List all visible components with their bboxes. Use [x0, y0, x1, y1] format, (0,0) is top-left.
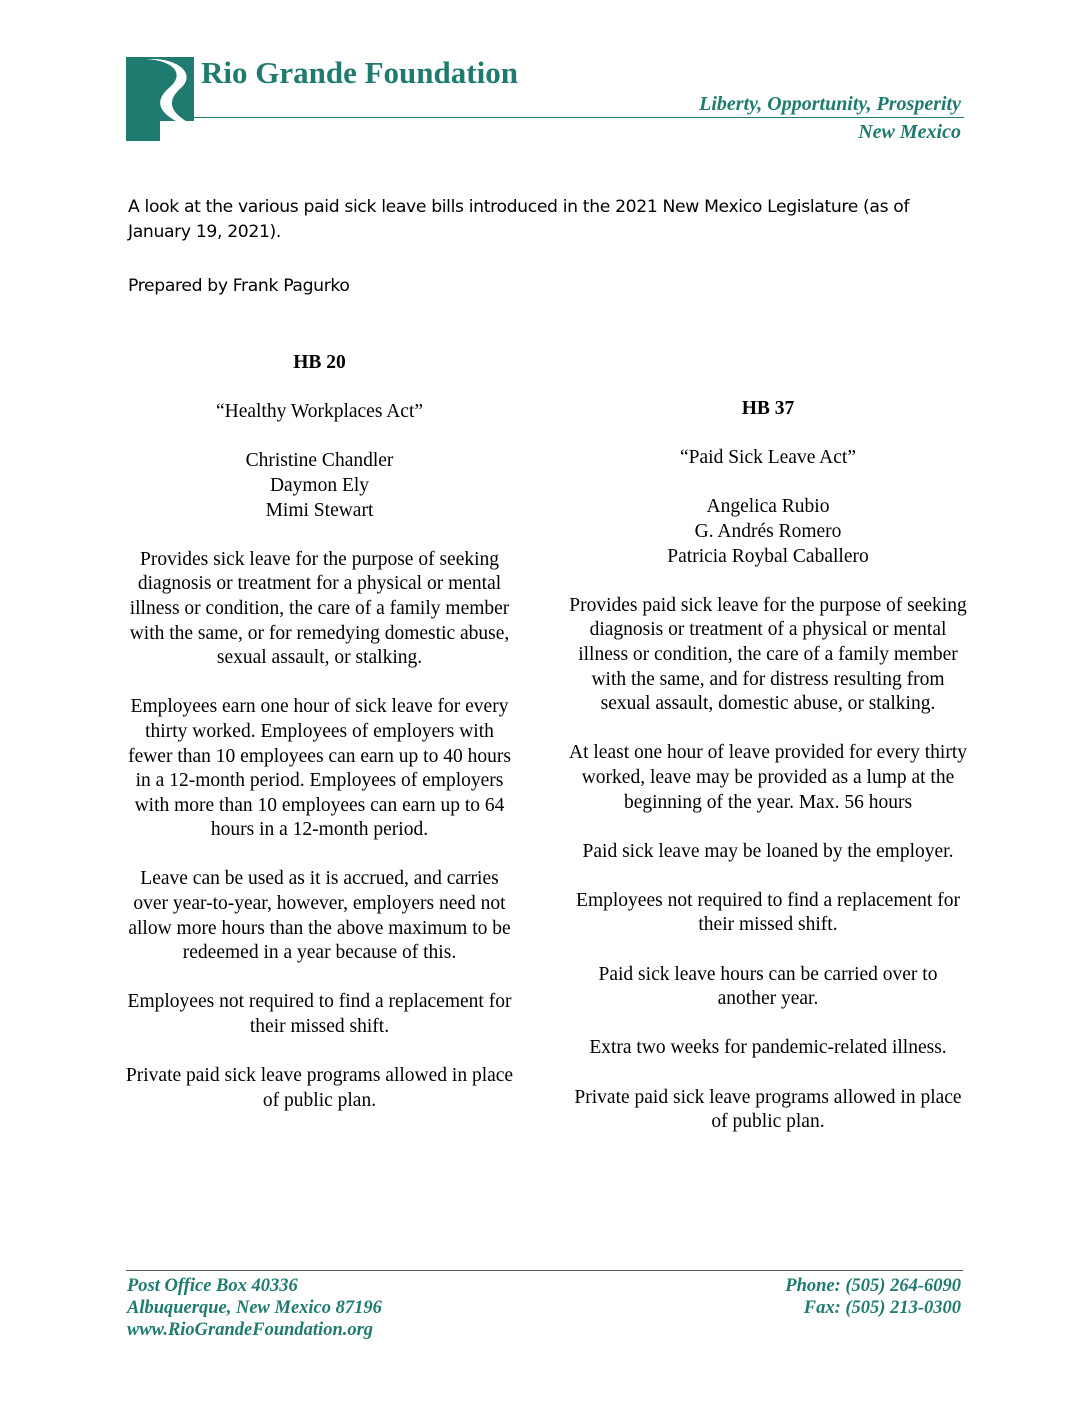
- sponsor-name: Patricia Roybal Caballero: [667, 545, 869, 567]
- bill-provision: Private paid sick leave programs allowed in place of public plan.: [574, 1086, 962, 1133]
- sponsor-name: Mimi Stewart: [265, 499, 374, 521]
- bill-provision: Employees not required to find a replacement for their missed shift.: [127, 991, 512, 1038]
- bill-number: HB 20: [293, 352, 346, 373]
- bill-provision: Paid sick leave may be loaned by the employer.: [582, 840, 954, 862]
- bill-provision: At least one hour of leave provided for every thirty worked, leave may be provided as a lump at the beginning of the year. Max. 56 hours: [569, 742, 967, 813]
- sponsor-name: Angelica Rubio: [706, 496, 830, 518]
- bill-provision: Paid sick leave hours can be carried over to another year.: [598, 963, 938, 1010]
- river-logo-icon: [126, 57, 194, 141]
- intro-text: A look at the various paid sick leave bills introduced in the 2021 New Mexico Legislature (as of January 19, 2021).: [128, 197, 910, 242]
- fax-number: Fax: (505) 213-0300: [803, 1298, 961, 1318]
- bill-sponsors: [122, 449, 517, 523]
- bill-provision: Employees earn one hour of sick leave for every thirty worked. Employees of employers with fewer than 10 employees can earn up to 40 hours in a 12-month period. Employees of employers with more than 10 employees can earn up to 64 hours in a 12-month period.: [128, 696, 511, 841]
- state-name: New Mexico: [858, 121, 961, 143]
- bill-provision: Provides paid sick leave for the purpose of seeking diagnosis or treatment of a physical or mental illness or condition, the care of a family member with the same, and for distress resulting from sexual assault, domestic abuse, or stalking.: [569, 594, 967, 715]
- bill-sponsors: [568, 495, 968, 569]
- header-divider: [194, 117, 964, 118]
- intro-paragraph: [128, 195, 968, 245]
- prepared-by: Prepared by Frank Pagurko: [128, 276, 350, 296]
- sponsor-name: Daymon Ely: [269, 474, 370, 496]
- address-line: Albuquerque, New Mexico 87196: [127, 1298, 382, 1318]
- org-name: Rio Grande Foundation: [201, 55, 518, 90]
- footer-divider: [126, 1270, 963, 1271]
- address-line: Post Office Box 40336: [127, 1276, 298, 1296]
- footer-contact: [785, 1275, 961, 1319]
- bill-provision: Leave can be used as it is accrued, and carries over year-to-year, however, employers need not allow more hours than the above maximum to be redeemed in a year because of this.: [128, 868, 511, 964]
- sponsor-name: Christine Chandler: [245, 450, 394, 472]
- website-link[interactable]: www.RioGrandeFoundation.org: [127, 1320, 374, 1340]
- bill-provision: Extra two weeks for pandemic-related illness.: [589, 1037, 947, 1059]
- bill-column-hb37: [568, 397, 968, 1159]
- phone-number: Phone: (505) 264-6090: [785, 1276, 961, 1296]
- bill-provision: Private paid sick leave programs allowed in place of public plan.: [125, 1065, 514, 1111]
- bill-title: “Healthy Workplaces Act”: [215, 401, 424, 423]
- tagline: Liberty, Opportunity, Prosperity: [699, 93, 961, 115]
- bill-column-hb20: [122, 351, 517, 1138]
- bill-provision: Employees not required to find a replacement for their missed shift.: [576, 889, 960, 936]
- sponsor-name: G. Andrés Romero: [694, 520, 842, 542]
- bill-title: “Paid Sick Leave Act”: [680, 447, 856, 469]
- footer-address: [127, 1275, 382, 1341]
- bill-provision: Provides sick leave for the purpose of seeking diagnosis or treatment for a physical or mental illness or condition, the care of a family member with the same, or for remedying domestic abuse, sexual assault, or stalking.: [129, 548, 510, 669]
- bill-number: HB 37: [741, 398, 795, 419]
